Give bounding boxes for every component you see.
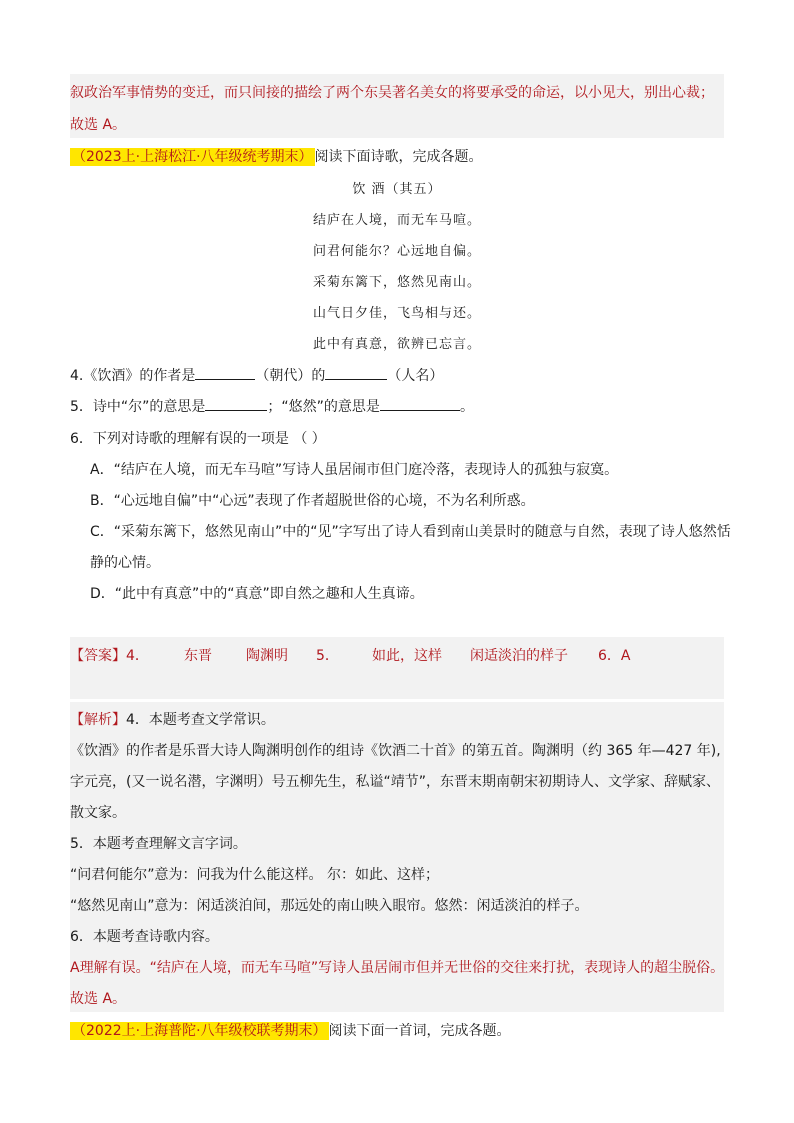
poem-line-1: 结庐在人境，而无车马喧。 — [312, 213, 481, 228]
answer-part-4: 4． — [126, 648, 149, 664]
answer-line — [70, 645, 630, 665]
option-b: B．“心远地自偏”中“心远”表现了作者超脱世俗的心境，不为名利所惑。 — [90, 493, 535, 509]
poem-line-3: 采菊东篱下，悠然见南山。 — [312, 275, 481, 290]
next-question-header — [70, 1020, 511, 1040]
answer-blank-author[interactable] — [325, 365, 387, 380]
analysis-line-6: “悠然见南山”意为：闲适淡泊间，那远处的南山映入眼帘。悠然：闲适淡泊的样子。 — [70, 898, 589, 914]
question-5-text-2: ；“悠然”的意思是 — [267, 399, 380, 415]
analysis-line-8: A理解有误。“结庐在人境，而无车马喧”写诗人虽居闹市但并无世俗的交往来打扰，表现诗人的超尘脱俗。 — [70, 960, 725, 976]
option-c: C．“采菊东篱下，悠然见南山”中的“见”字写出了诗人看到南山美景时的随意与自然，表现了诗人悠然恬 — [90, 524, 731, 540]
question-4-text-2: （朝代）的 — [255, 368, 326, 384]
answer-label: 【答案】 — [70, 648, 126, 664]
analysis-line-5: “问君何能尔”意为：问我为什么能这样。 尔：如此、这样； — [70, 867, 439, 883]
answer-part-5: 5． — [316, 648, 339, 664]
poem-line-4: 山气日夕佳，飞鸟相与还。 — [312, 306, 481, 321]
answer-blank-youran[interactable] — [380, 396, 460, 411]
previous-analysis-line-1: 叙政治军事情势的变迁，而只间接的描绘了两个东吴著名美女的将要承受的命运，以小见大，别出心裁； — [70, 85, 714, 101]
previous-analysis-line-2: 故选 A。 — [70, 117, 127, 133]
option-d: D．“此中有真意”中的“真意”即自然之趣和人生真谛。 — [90, 586, 424, 602]
analysis-label: 【解析】 — [70, 712, 126, 728]
answer-blank-er[interactable] — [205, 396, 267, 411]
answer-part-dynasty: 东晋 — [184, 648, 212, 664]
question-5 — [70, 396, 474, 416]
analysis-line-2: 字元亮，(又一说名潜，字渊明）号五柳先生，私谥“靖节”，东晋末期南朝宋初期诗人、文学家、辞赋家、 — [70, 774, 720, 790]
analysis-head — [70, 709, 275, 729]
answer-part-author: 陶渊明 — [246, 648, 288, 664]
poem-title: 饮 酒（其五） — [352, 182, 442, 197]
answer-part-6: 6．A — [598, 648, 631, 664]
question-header — [70, 146, 483, 166]
question-5-text-3: 。 — [459, 399, 474, 415]
question-4-text-3: （人名） — [387, 368, 444, 384]
analysis-line-3: 散文家。 — [70, 805, 126, 821]
option-c-continued: 静的心情。 — [90, 555, 160, 571]
question-intro: 阅读下面诗歌，完成各题。 — [314, 149, 483, 165]
question-5-text: 5．诗中“尔”的意思是 — [70, 399, 206, 415]
answer-part-er: 如此，这样 — [372, 648, 442, 664]
analysis-line-9: 故选 A。 — [70, 991, 127, 1007]
analysis-head-text: 4．本题考查文学常识。 — [126, 712, 275, 728]
poem-line-2: 问君何能尔？心远地自偏。 — [312, 244, 481, 259]
analysis-line-4: 5．本题考查理解文言字词。 — [70, 836, 247, 852]
poem-line-5: 此中有真意，欲辨已忘言。 — [312, 337, 481, 352]
question-4-text: 4.《饮酒》的作者是 — [70, 368, 196, 384]
next-question-intro: 阅读下面一首词，完成各题。 — [328, 1023, 511, 1039]
question-4 — [70, 365, 443, 385]
next-source-tag: （2022上·上海普陀·八年级校联考期末） — [72, 1023, 327, 1039]
source-tag: （2023上·上海松江·八年级统考期末） — [72, 149, 313, 165]
answer-blank-dynasty[interactable] — [195, 365, 255, 380]
question-6: 6．下列对诗歌的理解有误的一项是 （ ） — [70, 431, 326, 447]
analysis-line-1: 《饮酒》的作者是乐晋大诗人陶渊明创作的组诗《饮酒二十首》的第五首。陶渊明（约 365 年—427 年), — [70, 743, 721, 759]
option-a: A．“结庐在人境，而无车马喧”写诗人虽居闹市但门庭冷落，表现诗人的孤独与寂寞。 — [90, 462, 619, 478]
analysis-line-7: 6．本题考查诗歌内容。 — [70, 929, 219, 945]
answer-part-youran: 闲适淡泊的样子 — [470, 648, 568, 664]
